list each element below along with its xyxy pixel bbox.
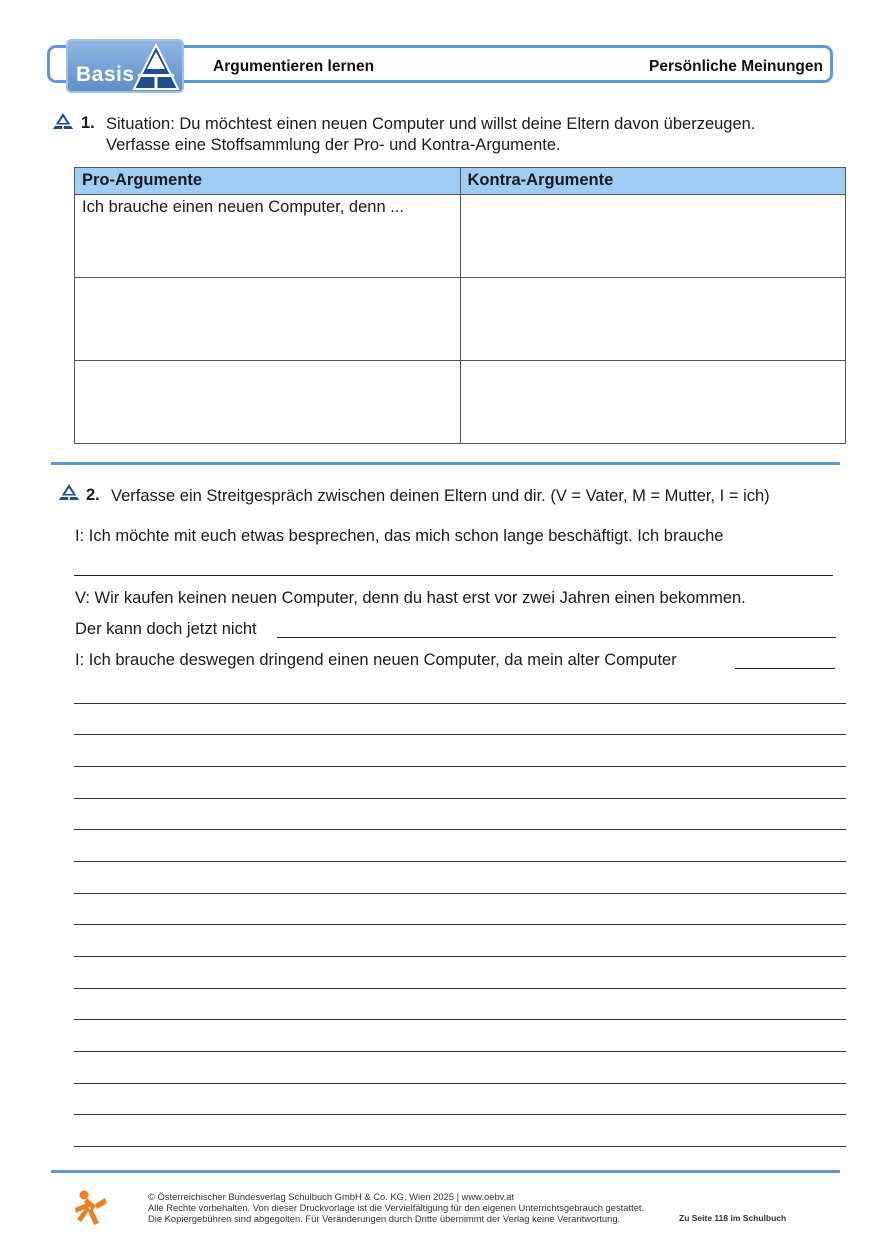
- pro-cell[interactable]: [75, 361, 461, 444]
- writing-line[interactable]: [74, 1083, 846, 1084]
- writing-line[interactable]: [74, 956, 846, 957]
- writing-line[interactable]: [74, 1114, 846, 1115]
- page-reference: Zu Seite 118 im Schulbuch: [679, 1213, 787, 1223]
- contra-cell[interactable]: [460, 361, 846, 444]
- contra-cell[interactable]: [460, 195, 846, 278]
- oebv-logo-icon: [72, 1189, 110, 1227]
- writing-line[interactable]: [74, 829, 846, 830]
- task-1-line-2: Verfasse eine Stoffsammlung der Pro- und Kontra-Argumente.: [106, 136, 561, 154]
- pro-header: Pro-Argumente: [75, 168, 461, 195]
- copyright-notice: [148, 1191, 644, 1224]
- logo-text: Basis: [76, 63, 135, 86]
- task-1-line-1: Situation: Du möchtest einen neuen Computer und willst deine Eltern davon überzeugen.: [106, 115, 756, 133]
- header-right-title: Persönliche Meinungen: [649, 58, 823, 75]
- writing-line[interactable]: [74, 734, 846, 735]
- dialog-line-1: I: Ich möchte mit euch etwas besprechen, das mich schon lange beschäftigt. Ich brauche: [75, 527, 724, 545]
- contra-cell[interactable]: [460, 278, 846, 361]
- footer-line-1: © Österreichischer Bundesverlag Schulbuch GmbH & Co. KG, Wien 2025 | www.oebv.at: [148, 1191, 515, 1202]
- writing-line[interactable]: [74, 1019, 846, 1020]
- writing-line[interactable]: [74, 1051, 846, 1052]
- contra-header: Kontra-Argumente: [460, 168, 846, 195]
- table-header-row: [75, 168, 846, 195]
- section-divider: [51, 462, 840, 465]
- header-left-title: Argumentieren lernen: [213, 58, 375, 75]
- basis-logo: [66, 39, 184, 93]
- writing-line[interactable]: [74, 766, 846, 767]
- table-row: [75, 361, 846, 444]
- answer-blank[interactable]: [74, 575, 833, 576]
- answer-blank[interactable]: [277, 637, 836, 638]
- writing-line[interactable]: [74, 893, 846, 894]
- task-2-instruction: Verfasse ein Streitgespräch zwischen deinen Eltern und dir. (V = Vater, M = Mutter, I = ich): [111, 487, 770, 505]
- answer-blank[interactable]: [735, 668, 835, 669]
- footer-divider: [51, 1170, 840, 1173]
- writing-line[interactable]: [74, 861, 846, 862]
- table-row: [75, 195, 846, 278]
- dialog-line-2: V: Wir kaufen keinen neuen Computer, denn du hast erst vor zwei Jahren einen bekommen.: [75, 589, 746, 607]
- task-2-number: 2.: [86, 486, 100, 504]
- footer-line-3: Die Kopiergebühren sind abgegolten. Für Veränderungen durch Dritte übernimmt der Verlag keine Verantwortung.: [148, 1213, 621, 1224]
- writing-line[interactable]: [74, 988, 846, 989]
- pro-cell[interactable]: Ich brauche einen neuen Computer, denn ...: [75, 195, 461, 278]
- dialog-line-4: I: Ich brauche deswegen dringend einen neuen Computer, da mein alter Computer: [75, 651, 677, 669]
- writing-line[interactable]: [74, 924, 846, 925]
- writing-line[interactable]: [74, 703, 846, 704]
- writing-line[interactable]: [74, 1146, 846, 1147]
- writing-line[interactable]: [74, 798, 846, 799]
- task-1-number: 1.: [81, 114, 95, 132]
- pro-cell[interactable]: [75, 278, 461, 361]
- dialog-line-3: Der kann doch jetzt nicht: [75, 620, 257, 638]
- task-level-icon: [52, 112, 74, 130]
- task-level-icon: [58, 483, 80, 501]
- argument-table: [74, 167, 846, 444]
- table-row: [75, 278, 846, 361]
- task-1-text: [106, 114, 755, 156]
- pyramid-icon: [130, 43, 182, 91]
- footer-line-2: Alle Rechte vorbehalten. Von dieser Druckvorlage ist die Vervielfältigung für den eigenen Unterrichtsgebrauch gestattet.: [148, 1202, 645, 1213]
